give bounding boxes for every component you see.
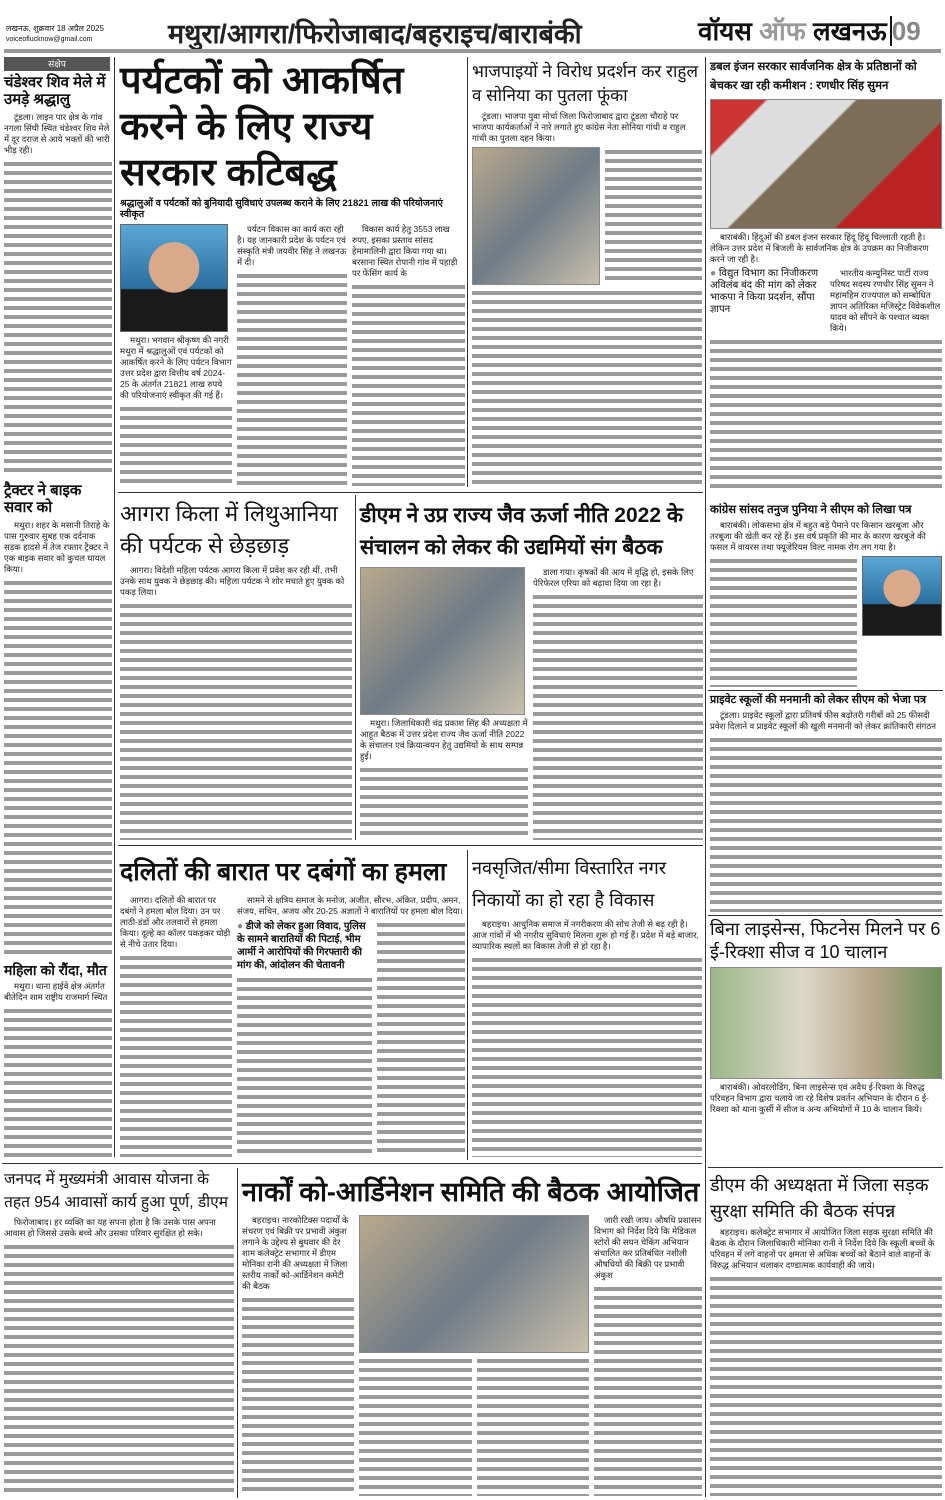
article-body [533, 567, 703, 589]
masthead-word: लखनऊ [812, 16, 887, 46]
headline: महिला को रौंदा, मौत [4, 962, 107, 978]
article-text-lines [710, 735, 942, 912]
protest-photo [472, 147, 600, 285]
article-body [237, 895, 465, 917]
bullet-icon: ● [237, 921, 246, 932]
article-text: आगरा। विदेशी महिला पर्यटक आगरा किला में प्रवेश कर रही थीं, तभी उनके साथ युवक ने छेड़छाड़ की। महिला पर्यटक ने शोर मचाते हुए युवक को पकड़ लिया। [120, 565, 345, 597]
article-text-lines [4, 159, 112, 477]
article-body [830, 268, 942, 334]
divider [355, 495, 356, 840]
masthead-word: ऑफ [759, 16, 806, 46]
narco-article [242, 1172, 702, 1496]
article-text-lines [477, 1356, 590, 1496]
section-label: संक्षेप [4, 57, 110, 71]
brief-article [4, 74, 112, 476]
article-body [120, 335, 232, 401]
article-text-lines [710, 1274, 942, 1496]
article-text: मथुरा। भगवान श्रीकृष्ण की नगरी मथुरा में श्रद्धालुओं एवं पर्यटकों को आकर्षित करने के लिए पर्यटन विभाग उत्तर प्रदेश द्वारा वित्तीय वर्ष 2024-25 के अंतर्गत 21821 लाख रुपये की परियोजनाएं स्वीकृत की गई हैं। [120, 334, 232, 400]
article-text-lines [4, 578, 112, 957]
article-body [594, 1215, 702, 1281]
civic-article [472, 852, 702, 1157]
divider [708, 915, 943, 916]
article-body [472, 111, 702, 144]
article-body [4, 1217, 234, 1239]
article-text: बाराबंकी। लोकसभा क्षेत्र में बहुत बड़े पैमाने पर किसान खरबूजा और तरबूजा की खेती कर रहे हैं। इस वर्ष प्रकृति की मार के कारण खरबूजे की फसल में वायरस तथा फ्यूजेरियम विल्ट नामक रोग लग गया है। [710, 520, 926, 553]
protest-photo [710, 99, 942, 229]
article-text: टूंडला। प्राइवेट स्कूलों द्वारा प्रतिवर्ष फीस बढ़ोतरी गरीबों को 25 फीसदी प्रवेश दिलाने व प्राइवेट स्कूलों की खुली मनमानी को लेकर क्रांतिकारी संगठन [710, 709, 936, 731]
article-body [710, 520, 942, 553]
meeting-photo [359, 1215, 589, 1353]
article-text: पर्यटन विकास का कार्य करा रही है। यह जानकारी प्रदेश के पर्यटन एवं संस्कृति मंत्री जयवीर सिंह ने लखनऊ में दी। [237, 223, 347, 267]
article-body [472, 919, 702, 952]
article-text: जारी रखी जाय। औषधि प्रशासन विभाग को निर्देश दिये कि मेडिकल स्टोरों की सघन चेकिंग अभियान संचालित कर प्रतिबंधित नशीली औषधियों की बिक्री पर प्रभावी अंकुश [594, 1215, 702, 1280]
article-body [237, 224, 347, 268]
bioenergy-article [360, 500, 703, 840]
article-text-lines [594, 1284, 702, 1496]
email: voiceoflucknow@gmail.com [6, 36, 93, 43]
article-text: मथुरा। शहर के मसानी तिराहे के पास गुरुवार सुबह एक दर्दनाक सड़क हादसे में तेज रफ्तार ट्रैक्टर ने एक बाइक सवार को कुचल घायल किया। [4, 519, 110, 574]
header-rule [4, 49, 941, 53]
dateline: लखनऊ, शुक्रवार 18 अप्रैल 2025 [6, 24, 104, 33]
article-text: मथुरा। जिलाधिकारी चंद्र प्रकाश सिंह की अध्यक्षता में आहूत बैठक में उत्तर प्रदेश राज्य जैव ऊर्जा नीति 2022 के संचालन एवं क्रियान्वयन हेतु उद्यमियों के साथ सम्पन्न हुई। [360, 718, 528, 761]
right-article [710, 58, 942, 488]
masthead-word: वॉयस [698, 16, 752, 46]
article-text: बहराइच। कलेक्ट्रेट सभागार में आयोजित जिला सड़क सुरक्षा समिति की बैठक के दौरान जिलाधिकारी मोनिका रानी ने निर्देश दिये कि स्कूली बच्चों के परिवहन में लगे वाहनों पर क्षमता से अधिक बच्चों को बैठाने वाले वाहनों के विरुद्ध अभियान चलाकर दण्डात्मक कार्यवाही की जाये। [710, 1227, 935, 1270]
headline: डीएम की अध्यक्षता में जिला सड़क सुरक्षा समिति की बैठक संपन्न [710, 1175, 929, 1221]
headline: नवसृजित/सीमा विस्तारित नगर निकायों का हो रहा है विकास [472, 858, 667, 910]
article-text: भारतीय कम्युनिस्ट पार्टी राज्य परिषद सदस्य रणधीर सिंह सुमन ने महामहिम राज्यपाल को सम्बोधित ज्ञापन अतिरिक्त मजिस्ट्रेट विवेकशील यादव को सौंपने के पश्चात व्यक्त किये। [830, 268, 941, 333]
lead-article [120, 58, 465, 486]
article-text-lines [237, 975, 372, 1157]
article-text-lines [120, 601, 352, 840]
headline: आगरा किला में लिथुआनिया की पर्यटक से छेड़छाड़ [120, 501, 338, 558]
agra-article [120, 498, 352, 840]
headline: डबल इंजन सरकार सार्वजनिक क्षेत्र के प्रतिष्ठानों को बेचकर खा रही कमीशन : रणधीर सिंह सुमन [710, 61, 917, 92]
divider [118, 492, 703, 493]
article-text-lines [377, 920, 465, 1157]
highlight-box [710, 268, 825, 334]
article-text-lines [472, 288, 702, 485]
meeting-photo [360, 567, 525, 715]
article-text: टूंडला। लाइन पार क्षेत्र के गांव नगला सिंघी स्थित चंडेश्वर शिव मेले में दूर दराज से आये भक्तों की भारी भीड़ रही। [4, 111, 110, 155]
article-text-lines [360, 765, 528, 840]
article-body [710, 232, 942, 265]
lead-headline: पर्यटकों को आकर्षित करने के लिए राज्य सरकार कटिबद्ध [120, 60, 404, 194]
page-number: 09 [891, 16, 921, 46]
article-text: बहराइच। नारकोटिक्स पदार्थों के संचरण एवं बिक्री पर प्रभावी अंकुश लगाने के उद्देश्य से बुधवार की देर शाम कलेक्ट्रेट सभागार में डीएम मोनिका रानी की अध्यक्षता में जिला स्तरीय नार्कों को-आर्डिनेशन कमेटी की बैठक [242, 1215, 349, 1291]
brief-article [4, 962, 112, 1157]
article-text: बहराइच। आधुनिक समाज में नगरीकरण की सोच तेजी से बढ़ रही है। आज गांवों में भी नगरीय सुविधाएं मिलना शुरू हो गई हैं। प्रदेश में बड़े बाजार, व्यापारिक स्थलों का विकास तेजी से हो रहा है। [472, 919, 699, 951]
article-text: आगरा। दलितों की बारात पर दबंगों ने हमला बोल दिया। उन पर लाठी-डंडों और तलवारों से हमला किया। दूल्हे का कॉलर पकड़कर घोड़ी से नीचे उतार दिया। [120, 895, 231, 949]
article-text-lines [359, 1356, 472, 1496]
article-body [242, 1215, 354, 1292]
housing-article [4, 1168, 234, 1496]
divider [114, 57, 115, 1157]
brief-article [4, 482, 112, 956]
section-cities: मथुरा/आगरा/फिरोजाबाद/बहराइच/बाराबंकी [168, 19, 582, 49]
article-body [352, 224, 465, 279]
headline: चंडेश्वर शिव मेले में उमड़े श्रद्धालु [4, 74, 106, 109]
article-body [120, 565, 352, 598]
pull-quote [237, 920, 372, 972]
article-body [710, 1227, 942, 1271]
e-rickshaw-photo [710, 967, 942, 1079]
article-text-lines [120, 404, 232, 486]
right-article [710, 504, 942, 687]
article-body [710, 710, 942, 732]
right-article [710, 918, 942, 1164]
article-text-lines [242, 1295, 354, 1496]
bullet-icon: ● [710, 268, 719, 279]
article-text-lines [4, 1242, 234, 1496]
lead-subheadline: श्रद्धालुओं व पर्यटकों को बुनियादी सुविधाएं उपलब्ध कराने के लिए 21821 लाख की परियोजनाएं स्वीकृत [120, 198, 443, 220]
pull-quote-text: डीजे को लेकर हुआ विवाद, पुलिस के सामने बारातियों की पिटाई, भीम आर्मी ने आरोपियों की गिरफ्तारी की मांग की, आंदोलन की चेतावनी [237, 921, 366, 971]
dalit-article [120, 852, 465, 1157]
article-body [4, 112, 112, 156]
article-body [360, 718, 528, 762]
article-text-lines [352, 282, 465, 486]
divider [467, 57, 468, 487]
article-text-lines [710, 337, 942, 488]
headline: कांग्रेस सांसद तनुज पुनिया ने सीएम को लिखा पत्र [710, 504, 912, 516]
article-text: मथुरा। थाना हाईवे क्षेत्र अंतर्गत बीतेदिन शाम राष्ट्रीय राजमार्ग स्थित [4, 981, 108, 1003]
article-text-lines [237, 271, 347, 486]
article-text: बाराबंकी। ओवरलोडिंग, बिना लाइसेन्स एवं अवैध ई-रिक्शा के विरुद्ध परिवहन विभाग द्वारा चलाये जा रहे विशेष प्रवर्तन अभियान के दौरान 6 ई-रिक्शा को थाना कुर्सी में सीज व अन्य अभियोगों में 10 के चालान किये। [710, 1082, 929, 1114]
divider [705, 57, 706, 1497]
mp-photo [862, 556, 942, 636]
article-body [120, 895, 232, 950]
article-body [710, 1082, 942, 1115]
protest-article [472, 60, 702, 485]
headline: डीएम ने उप्र राज्य जैव ऊर्जा नीति 2022 के संचालन को लेकर की उद्यमियों संग बैठक [360, 504, 683, 559]
article-text-lines [4, 1006, 112, 1157]
divider [2, 1163, 702, 1164]
divider [708, 1167, 943, 1168]
article-text-lines [605, 147, 702, 285]
article-text-lines [710, 556, 857, 687]
right-article [710, 694, 942, 912]
divider [237, 1168, 238, 1498]
divider [467, 850, 468, 1160]
article-text: बाराबंकी। हिंदुओं की डबल इंजन सरकार हिंदू हिंदू चिल्लाती रहती है। लेकिन उत्तर प्रदेश में बिजली के सार्वजनिक क्षेत्र के उपक्रम का निजीकरण करने जा रही है। [710, 232, 929, 264]
headline: नार्कों को-आर्डिनेशन समिति की बैठक आयोजित [242, 1177, 700, 1207]
highlight-text: विद्युत विभाग का निजीकरण अविलंब बंद की मांग को लेकर भाकपा ने किया प्रदर्शन, सौंपा ज्ञापन [710, 268, 819, 315]
headline: ट्रैक्टर ने बाइक सवार को [4, 482, 82, 517]
headline: भाजपाइयों ने विरोध प्रदर्शन कर राहुल व सोनिया का पुतला फूंका [472, 62, 698, 105]
headline: दलितों की बारात पर दबंगों का हमला [120, 858, 447, 886]
headline: बिना लाइसेन्स, फिटनेस मिलने पर 6 ई-रिक्शा सीज व 10 चालान [710, 919, 941, 962]
divider [118, 845, 703, 846]
right-article [710, 1172, 942, 1496]
article-text-lines [472, 955, 702, 1157]
article-text: विकास कार्य हेतु 3553 लाख रुपए, इसका प्रस्ताव सांसद हेमामालिनी द्वारा किया गया था। बरसाना स्थित रोपानी गांव में पहाड़ी पर फेंसिंग कार्य के [352, 223, 458, 278]
divider [708, 690, 943, 691]
article-text-lines [533, 592, 703, 840]
headline: जनपद में मुख्यमंत्री आवास योजना के तहत 954 आवासों कार्य हुआ पूर्ण, डीएम [4, 1171, 229, 1211]
article-body [4, 520, 112, 575]
article-text-lines [120, 953, 232, 1157]
masthead-logo [698, 12, 921, 48]
minister-photo [120, 224, 228, 332]
article-text: फिरोजाबाद। हर व्यक्ति का यह सपना होता है कि उसके पास अपना आवास हो जिससे उसके बच्चे और उसका परिवार सुरक्षित हो सके। [4, 1217, 216, 1238]
article-text: सामने से क्षत्रिय समाज के मनोज, अजीत, सौरभ, अंकित, प्रदीप, अमन, संजय, सचिन, अजय और 20-25 अज्ञातों ने बारातियों पर हमला बोल दिया। [237, 895, 463, 916]
article-text: डाला गया। कृषकों की आय में वृद्धि हो, इसके लिए पेरिफेरल एरिया को बढ़ावा दिया जा रहा है। [533, 567, 694, 588]
article-text: टूंडला। भाजपा युवा मोर्चा जिला फिरोजाबाद द्वारा टूंडला चौराहे पर भाजपा कार्यकर्ताओं ने नारे लगाते हुए कांग्रेस नेता सोनिया गांधी व राहुल गांधी का पुतला दहन किया। [472, 111, 686, 143]
headline: प्राइवेट स्कूलों की मनमानी को लेकर सीएम को भेजा पत्र [710, 694, 927, 706]
article-body [4, 981, 112, 1003]
